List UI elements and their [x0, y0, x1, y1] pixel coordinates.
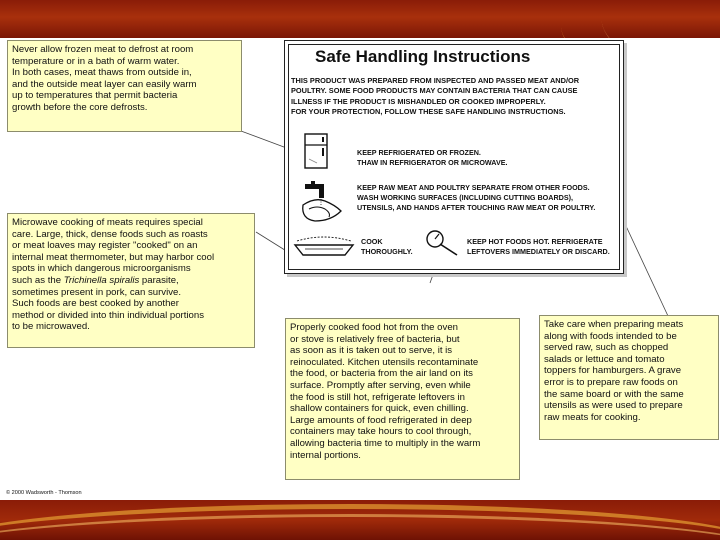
- note-line: allowing bacteria time to multiply in the warm: [290, 437, 481, 449]
- instruction-line: WASH WORKING SURFACES (INCLUDING CUTTING BOARDS),: [357, 193, 574, 202]
- note-line: reinoculated. Kitchen utensils recontaminate: [290, 356, 479, 368]
- note-line: care. Large, thick, dense foods such as roasts: [12, 228, 208, 240]
- note-line: surface. Promptly after serving, even while: [290, 379, 471, 391]
- instruction-line: COOK: [361, 237, 383, 246]
- note-line: the same board or with the same: [544, 388, 684, 400]
- note-line: the food is still hot, refrigerate leftovers in: [290, 391, 465, 403]
- intro-line: THIS PRODUCT WAS PREPARED FROM INSPECTED AND PASSED MEAT AND/OR: [291, 76, 580, 85]
- note-take-care: [539, 315, 719, 440]
- note-line: raw meats for cooking.: [544, 411, 641, 423]
- keep-refrigerated-text: [357, 148, 508, 168]
- note-line: internal meat thermometer, but may harbor cool: [12, 251, 215, 263]
- note-line: method or divided into thin individual portions: [12, 309, 204, 321]
- note-line: toppers for hamburgers. A grave: [544, 365, 682, 377]
- top-swoosh-highlight: [592, 0, 720, 38]
- note-line: Such foods are best cooked by another: [12, 298, 179, 310]
- note-line: and the outside meat layer can easily warm: [12, 78, 197, 90]
- note-text: parasite,: [139, 274, 179, 286]
- label-title: Safe Handling Instructions: [315, 47, 531, 66]
- instruction-line: KEEP RAW MEAT AND POULTRY SEPARATE FROM OTHER FOODS.: [357, 183, 590, 192]
- top-decorative-band: [0, 0, 720, 38]
- note-line: Large amounts of food refrigerated in deep: [290, 414, 472, 426]
- note-line: sometimes present in pork, can survive.: [12, 286, 182, 298]
- note-line: the food, or bacteria from the air land on its: [290, 368, 473, 380]
- note-line: or stove is relatively free of bacteria, but: [290, 333, 460, 345]
- label-intro: [291, 76, 616, 118]
- note-defrost: [7, 40, 242, 132]
- keep-separate-text: [357, 183, 595, 213]
- note-text: such as the: [12, 274, 64, 286]
- instruction-line: KEEP REFRIGERATED OR FROZEN.: [357, 148, 481, 157]
- note-line: along with foods intended to be: [544, 330, 677, 342]
- copyright-notice: © 2000 Wadsworth - Thomson: [6, 490, 82, 496]
- note-line: Never allow frozen meat to defrost at room: [12, 44, 194, 55]
- note-microwave: [7, 213, 255, 348]
- instruction-line: THOROUGHLY.: [361, 247, 413, 256]
- keep-hot-text: [467, 237, 610, 257]
- note-line: Take care when preparing meats: [544, 319, 684, 330]
- note-line: shallow containers for quick, even chilling.: [290, 403, 469, 415]
- parasite-name: Trichinella spiralis: [63, 274, 140, 286]
- note-line: to be microwaved.: [12, 321, 90, 333]
- refrigerator-icon: [303, 133, 329, 169]
- thermometer-icon: [425, 227, 461, 257]
- instruction-line: LEFTOVERS IMMEDIATELY OR DISCARD.: [467, 247, 610, 256]
- note-line: salads or lettuce and tomato: [544, 353, 665, 365]
- note-line: internal portions.: [290, 449, 361, 461]
- note-line: error is to prepare raw foods on: [544, 376, 678, 388]
- cooking-pan-icon: [291, 231, 357, 259]
- intro-line: ILLNESS IF THE PRODUCT IS MISHANDLED OR COOKED IMPROPERLY.: [291, 96, 546, 106]
- note-line: served raw, such as chopped: [544, 342, 669, 354]
- instruction-line: KEEP HOT FOODS HOT. REFRIGERATE: [467, 237, 603, 246]
- note-line: Properly cooked food hot from the oven: [290, 322, 458, 333]
- note-line: utensils as were used to prepare: [544, 400, 683, 412]
- cook-thoroughly-text: [361, 237, 413, 257]
- note-line: Microwave cooking of meats requires special: [12, 217, 203, 228]
- intro-line: POULTRY. SOME FOOD PRODUCTS MAY CONTAIN BACTERIA THAT CAN CAUSE: [291, 86, 578, 96]
- safe-handling-label: [284, 40, 624, 274]
- instruction-line: UTENSILS, AND HANDS AFTER TOUCHING RAW MEAT OR POULTRY.: [357, 203, 596, 212]
- note-line-with-italic: [12, 275, 250, 287]
- note-line: In both cases, meat thaws from outside in,: [12, 67, 192, 79]
- note-line: containers may take hours to cool through,: [290, 426, 472, 438]
- bottom-decorative-band: [0, 500, 720, 540]
- note-properly-cooked: [285, 318, 520, 480]
- instruction-line: THAW IN REFRIGERATOR OR MICROWAVE.: [357, 158, 508, 167]
- intro-line: FOR YOUR PROTECTION, FOLLOW THESE SAFE HANDLING INSTRUCTIONS.: [291, 107, 566, 117]
- note-line: up to temperatures that permit bacteria: [12, 90, 178, 102]
- note-line: spots in which dangerous microorganisms: [12, 263, 191, 275]
- note-line: temperature or in a bath of warm water.: [12, 55, 180, 67]
- note-line: as soon as it is taken out to serve, it is: [290, 345, 453, 357]
- note-line: growth before the core defrosts.: [12, 101, 148, 113]
- faucet-icon: [295, 181, 349, 225]
- note-line: or meat loaves may register "cooked" on an: [12, 240, 198, 252]
